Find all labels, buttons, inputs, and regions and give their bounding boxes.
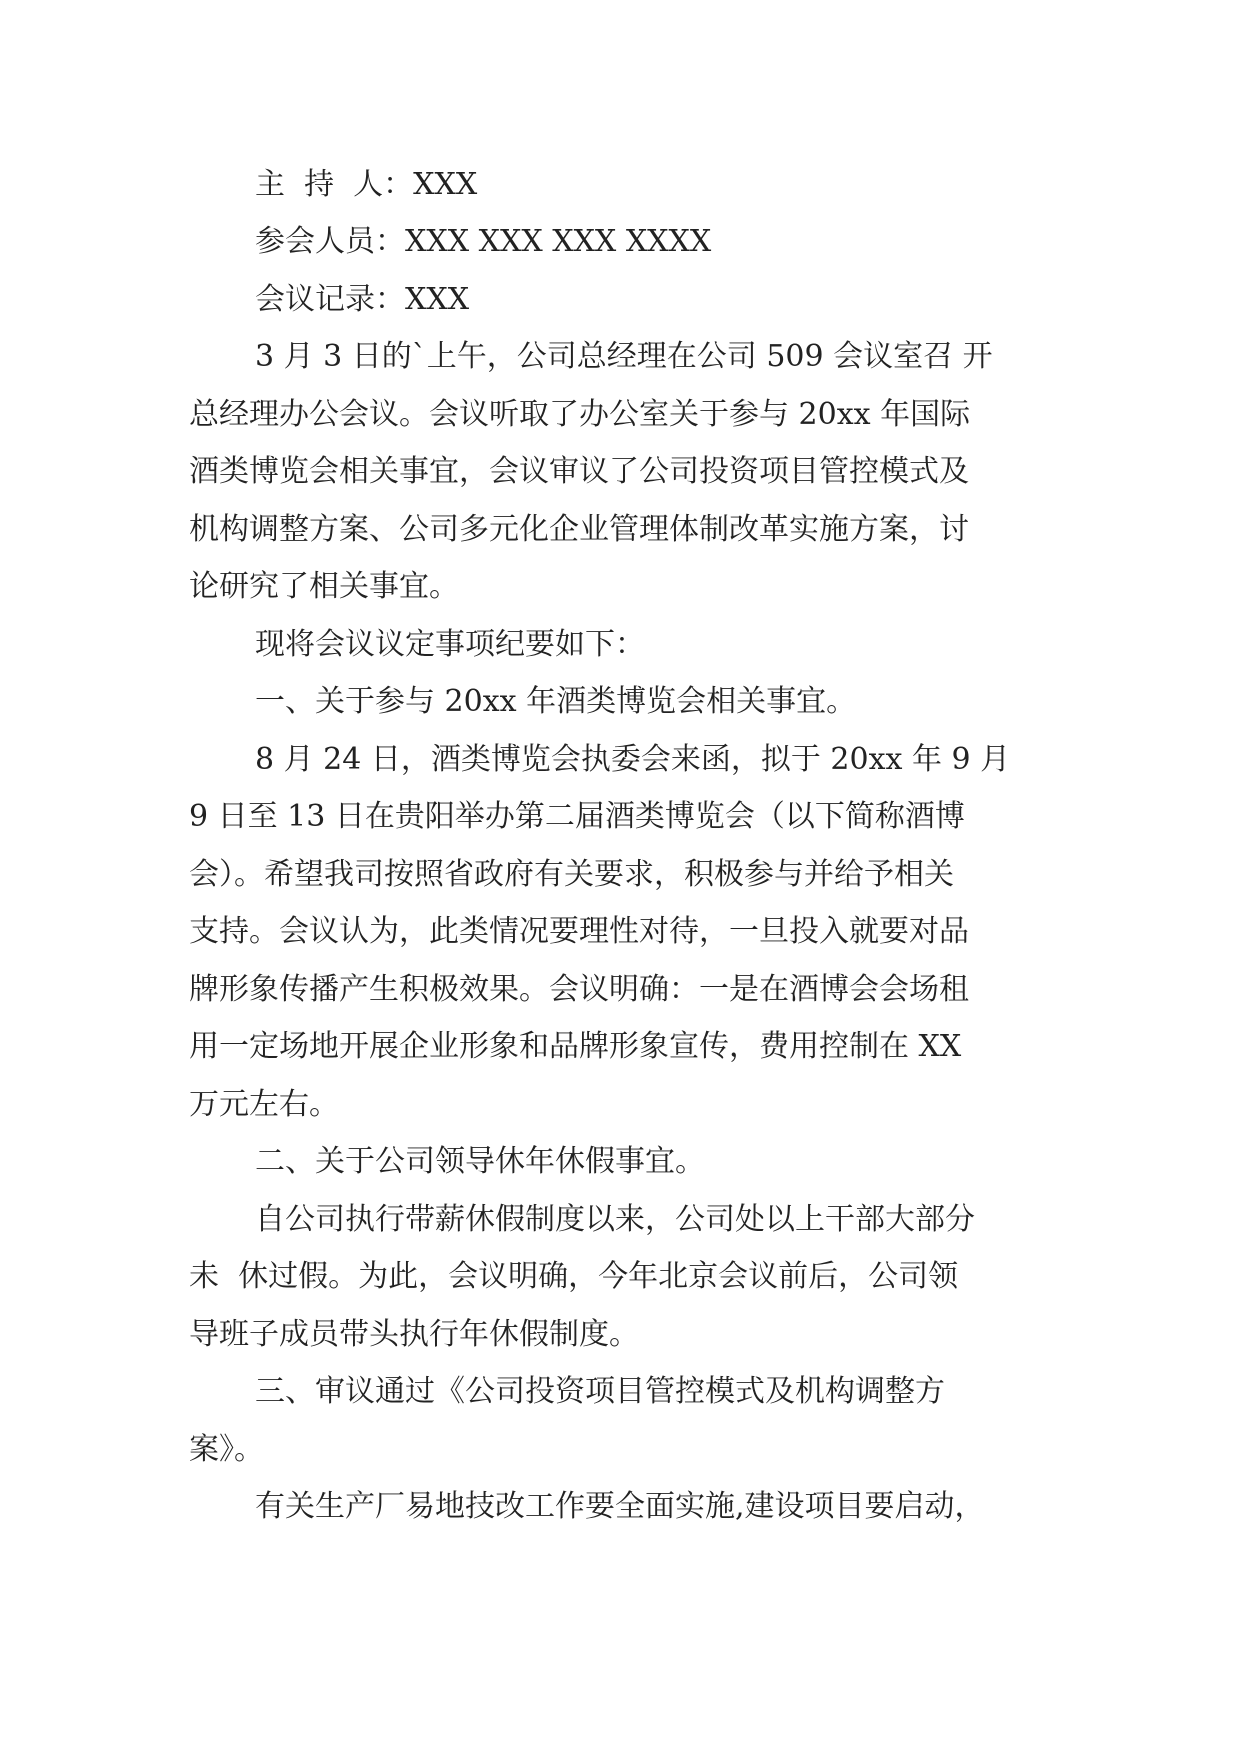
- paragraph-line: 现将会议议定事项纪要如下：: [255, 627, 645, 662]
- attendees-line: 参会人员：XXX XXX XXX XXXX: [255, 224, 712, 259]
- paragraph-line: 3 月 3 日的`上午，公司总经理在公司 509 会议室召 开: [255, 339, 993, 374]
- paragraph-line: 自公司执行带薪休假制度以来，公司处以上干部大部分: [255, 1202, 975, 1237]
- paragraph-line: 未 休过假。为此，会议明确，今年北京会议前后，公司领: [189, 1259, 959, 1294]
- paragraph-line: 有关生产厂易地技改工作要全面实施,建设项目要启动，: [255, 1489, 985, 1524]
- paragraph-line: 支持。会议认为，此类情况要理性对待，一旦投入就要对品: [189, 914, 969, 949]
- paragraph-line: 8 月 24 日，酒类博览会执委会来函，拟于 20xx 年 9 月: [255, 742, 1011, 777]
- paragraph-line: 牌形象传播产生积极效果。会议明确：一是在酒博会会场租: [189, 972, 969, 1007]
- section-heading: 二、关于公司领导休年休假事宜。: [255, 1144, 705, 1179]
- paragraph-line: 机构调整方案、公司多元化企业管理体制改革实施方案，讨: [189, 512, 969, 547]
- paragraph-line: 9 日至 13 日在贵阳举办第二届酒类博览会（以下简称酒博: [189, 799, 965, 834]
- section-heading: 一、关于参与 20xx 年酒类博览会相关事宜。: [255, 684, 857, 719]
- paragraph-line: 万元左右。: [189, 1087, 339, 1122]
- paragraph-line: 论研究了相关事宜。: [189, 569, 459, 604]
- host-line: 主 持 人：XXX: [255, 167, 478, 202]
- paragraph-line: 总经理办公会议。会议听取了办公室关于参与 20xx 年国际: [189, 397, 971, 432]
- section-heading: 案》。: [189, 1432, 264, 1467]
- paragraph-line: 导班子成员带头执行年休假制度。: [189, 1317, 639, 1352]
- section-heading: 三、审议通过《公司投资项目管控模式及机构调整方: [255, 1374, 945, 1409]
- paragraph-line: 会）。希望我司按照省政府有关要求，积极参与并给予相关: [189, 857, 954, 892]
- paragraph-line: 用一定场地开展企业形象和品牌形象宣传，费用控制在 XX: [189, 1029, 962, 1064]
- recorder-line: 会议记录：XXX: [255, 282, 470, 317]
- paragraph-line: 酒类博览会相关事宜，会议审议了公司投资项目管控模式及: [189, 454, 969, 489]
